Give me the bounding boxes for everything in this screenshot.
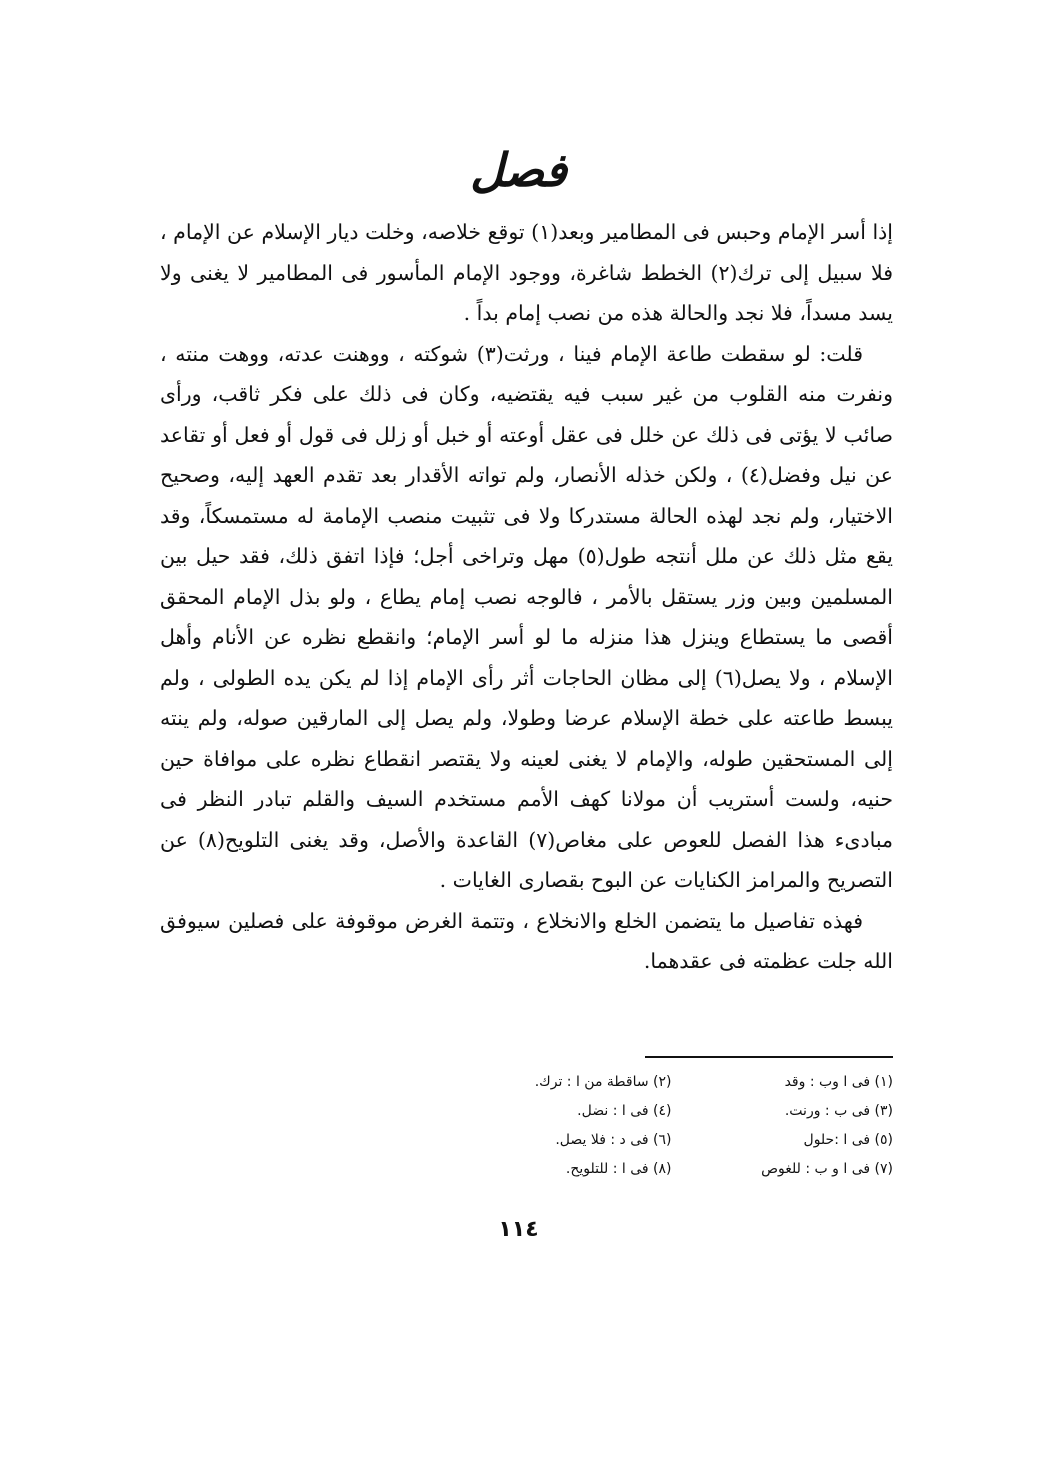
paragraph-2: قلت: لو سقطت طاعة الإمام فينا ، ورثت(٣) شوكته ، ووهنت عدته، ووهت منته ، ونفرت منه القلوب من غير سبب فيه يقتضيه، وكان فى ذلك على فكر ثاقب، ورأى صائب لا يؤتى فى ذلك عن خلل فى عقل أوعته أو خبل أو زلل فى قول أو فعل أو تقاعد عن نيل وفضل(٤) ، ولكن خذله الأنصار، ولم تواته الأقدار بعد تقدم العهد إليه، وصحيح الاختيار، ولم نجد لهذه الحالة مستدركا ولا فى تثبيت منصب الإمامة له مستمسكاً، وقد يقع مثل ذلك عن ملل أنتجه طول(٥) مهل وتراخى أجل؛ فإذا اتفق ذلك، فقد حيل بين المسلمين وبين وزر يستقل بالأمر ، فالوجه نصب إمام يطاع ، ولو بذل الإمام المحقق أقصى ما يستطاع وينزل هذا منزله ما لو أسر الإمام؛ وانقطع نظره عن الأنام وأهل الإسلام ، ولا يصل(٦) إلى مظان الحاجات أثر رأى الإمام إذا لم يكن يده الطولى ، ولم يبسط طاعته على خطة الإسلام عرضا وطولا، ولم يصل إلى المارقين صوله، ولم ينته إلى المستحقين طوله، والإمام لا يغنى لعينه ولا يقتصر انقطاع نظره على موافاة حين حنيه، ولست أستريب أن مولانا كهف الأمم مستخدم السيف والقلم تبادر النظر فى مبادىء هذا الفصل للعوص على مغاص(٧) القاعدة والأصل، وقد يغنى التلويح(٨) عن التصريح والمرامز الكنايات عن البوح بقصارى الغايات . (160, 341, 894, 892)
footnote-6: (٦) فى د : فلا يصل. (555, 1132, 672, 1148)
page-number: ١١٤ (498, 1217, 539, 1242)
paragraph-3: فهذه تفاصيل ما يتضمن الخلع والانخلاع ، وتتمة الغرض موقوفة على فصلين سيوفق الله جلت عظمته فى عقدهما. (160, 908, 893, 973)
footnotes (470, 1068, 893, 1184)
footnote-divider (645, 1056, 893, 1058)
section-title: فصل (470, 143, 567, 197)
footnote-7: (٧) فى ا و ب : للغوص (761, 1161, 893, 1177)
body-text (160, 212, 893, 982)
footnote-4: (٤) فى ا : نضل. (577, 1103, 672, 1119)
paragraph-1: إذا أسر الإمام وحبس فى المطامير وبعد(١) توقع خلاصه، وخلت ديار الإسلام عن الإمام ، فلا سبيل إلى ترك(٢) الخطط شاغرة، ووجود الإمام المأسور فى المطامير لا يغنى ولا يسد مسداً، فلا نجد والحالة هذه من نصب إمام بداً . (160, 220, 893, 325)
footnote-5: (٥) فى ا :حلول (803, 1132, 893, 1148)
footnote-1: (١) فى ا وب : وقد (784, 1074, 893, 1090)
footnote-3: (٣) فى ب : ورنت. (784, 1103, 893, 1119)
footnote-8: (٨) فى ا : للتلويح. (565, 1161, 672, 1177)
footnote-2: (٢) ساقطة من ا : ترك. (534, 1074, 672, 1090)
